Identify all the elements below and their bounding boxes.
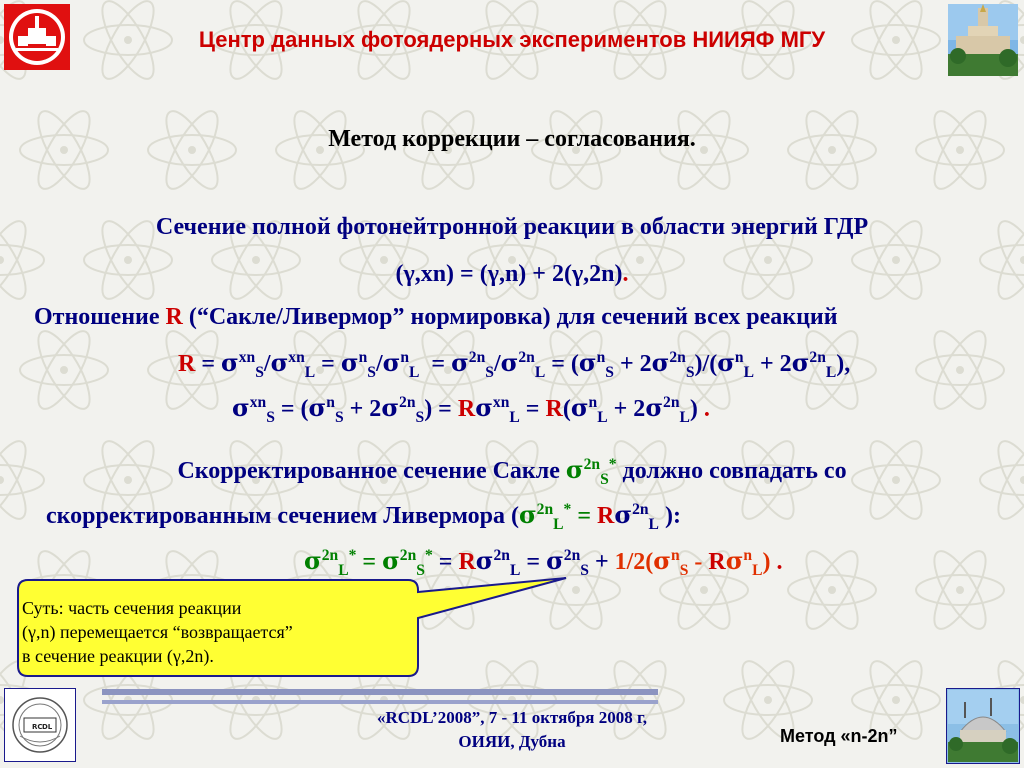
atom-icon [532, 764, 620, 768]
reaction-description: Сечение полной фотонейтронной реакции в области энергий ГДР [155, 214, 869, 240]
saclay-xn-equation: $\sigma^{xn}_S = (\sigma^n_S + 2\sigma^{2n}_S) = R\sigma^{xn}_L = R(\sigma^n_L + 2\sigma^{2n}_L)$ . [232, 393, 710, 426]
atom-icon [916, 544, 1004, 635]
corrected-saclay-label-end: должно совпадать со [616, 458, 847, 484]
ratio-equation: $R = \sigma^{xn}_S/\sigma^{xn}_L = \sigma^n_S/\sigma^n_L = \sigma^{2n}_S/\sigma^{2n}_L = (\sigma^n_S + 2\sigma^{2n}_S)/(\sigma^n_L + 2\sigma^{2n}_L)$, [178, 348, 851, 381]
reaction-formula [0, 261, 1024, 288]
corrected-livermore-text: скорректированным сечением Ливермора ($\sigma^{2n}_L^* = R\sigma^{2n}_L$ ): [46, 500, 681, 533]
header-title: Центр данных фотоядерных экспериментов НИИЯФ МГУ [198, 27, 826, 52]
footer-divider [102, 700, 658, 704]
rcdl-logo-rc-text: RC [32, 723, 43, 731]
final-correction-equation: $\sigma^{2n}_L^* = \sigma^{2n}_S^* = R\sigma^{2n}_L = \sigma^{2n}_S + 1/2(\sigma^n_S - R\sigma^n_L)$ . [304, 546, 783, 579]
atom-icon [404, 764, 492, 768]
reaction-formula-text: (γ,xn) = (γ,n) + 2(γ,2n) [395, 261, 623, 287]
rcdl-logo-dl-text: DL [42, 723, 53, 731]
atom-icon [148, 764, 236, 768]
reaction-formula-dot: . [622, 261, 629, 287]
ratio-label: Отношение [34, 304, 166, 330]
callout-line: в сечение реакции (γ,2n). [22, 646, 214, 666]
ratio-description [34, 304, 838, 331]
corrected-saclay-text: Скорректированное сечение Сакле $\sigma^{2n}_S^*$ должно совпадать со [177, 455, 847, 488]
atom-icon [788, 764, 876, 768]
footer-divider [102, 689, 658, 695]
atom-icon [20, 324, 108, 415]
footer-method-label: Метод «n-2n” [780, 726, 898, 746]
ratio-symbol: R [165, 304, 183, 330]
callout-line: Суть: часть сечения реакции [22, 598, 242, 618]
atom-icon [20, 764, 108, 768]
atom-icon [916, 324, 1004, 415]
atom-icon [916, 764, 1004, 768]
corrected-livermore-label: скорректированным сечением Ливермора ( [46, 503, 519, 529]
corrected-saclay-label: Скорректированное сечение Сакле [177, 458, 566, 484]
corrected-livermore-label-end: ): [664, 503, 681, 529]
ratio-normalization-text: (“Сакле/Ливермор” нормировка) для сечений всех реакций [182, 304, 838, 330]
callout-line: (γ,n) перемещается “возвращается” [22, 622, 293, 642]
callout-text [22, 596, 412, 668]
footer-conference: «RCDL’2008”, 7 - 11 октября 2008 г, [376, 708, 648, 727]
slide-title: Метод коррекции – согласования. [328, 126, 696, 152]
atom-icon [788, 544, 876, 635]
atom-icon [660, 764, 748, 768]
footer-location: ОИЯИ, Дубна [458, 732, 566, 751]
atom-icon [276, 764, 364, 768]
